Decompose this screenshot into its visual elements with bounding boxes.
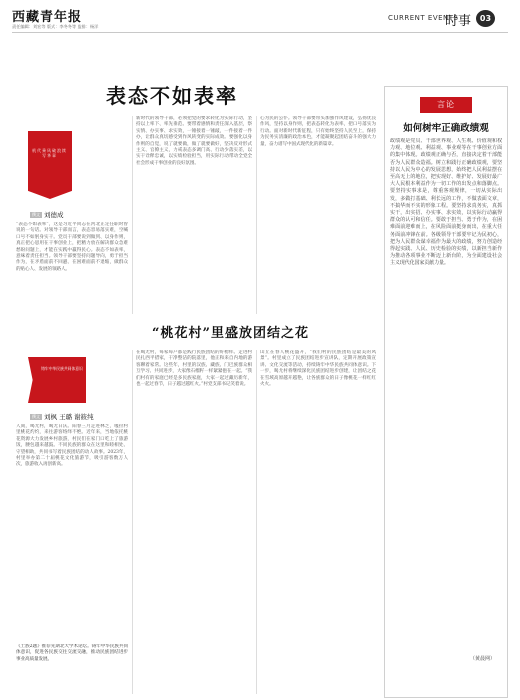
sidebar-title: 如何树牢正确政绩观 (403, 123, 489, 134)
article2-headline: “桃花村”里盛放团结之花 (152, 326, 309, 341)
article2-ribbon-text: 铸牢中华民族共同体意识 (41, 366, 83, 371)
article1-ribbon-banner (28, 131, 72, 199)
page-number-badge: 03 (476, 10, 495, 27)
article1-headline: 表态不如表率 (106, 84, 238, 108)
column-divider (256, 350, 257, 694)
article2-byline (30, 412, 94, 421)
section-label-cn: 时事 (445, 14, 472, 29)
newspaper-masthead: 西藏青年报 (12, 10, 83, 25)
article1-column-2: 新时代的领导干部，必须把党的要求转化为实际行动，坚持以上率下、率先垂范。要带着感情和责任深入基层，察实情、办实事、求实效，一锤接着一锤敲，一件接着一件办，让群众真切感受到作风转变的实际成效。要强化以身作则的自觉，说了就要做，做了就要做好，坚决反对形式主义、官僚主义，力戒表态多调门高、行动少落实差，以实干诠释忠诚，以实绩检验担当，用实际行动带动全党全社会形成干事创业的良好氛围。 (136, 116, 252, 166)
byline-badge: 撰文 (32, 414, 40, 419)
page-meta: 责任编辑：刘宏等 版式：李冬冬等 监排：杨洋 (12, 24, 99, 29)
article2-ribbon-banner (28, 357, 86, 403)
article1-column-3: 心为民的公仆。领导干部要带头加强作风建设，弘扬优良作风，坚持以身作则，把表态转化为表率，把口号落实为行动。面对新时代新征程，只有始终坚持人民至上，保持为民务实清廉的政治本色，才能凝聚起团结奋斗的强大力量，奋力谱写中国式现代化的新篇章。 (260, 116, 376, 147)
article1-column-1: “表态不如表率”，这是习近平同志在河北正定任职时曾说的一句话。对领导干部而言，表态容易落实难，空喊口号不如躬身实干。党员干部要说到做到、以身作则，真正把心思用在干事创业上，把精力放在解决群众急难愁盼问题上，才能在实践中赢得民心。表态不如表率，意味着责任担当。领导干部要坚持问题导向，勇于担当作为，在矛盾面前不回避、在困难面前不退缩，做群众的贴心人、发展的领路人。 (16, 222, 128, 272)
article1-ribbon-text: 机 代 乘 风 破 浪 续 写 华 章 (32, 148, 66, 158)
article2-column-3: 山丘在春人桃花盛开，“我们村的民族团结是最美的风景”。村里成立了民族团结进步宣讲队，定期开展政策宣讲、文化交流等活动，持续铸牢中华民族共同体意识。下一步，喝尤村将继续深化民族团结进步创建，让团结之花在雪域高原越开越艳，让各族群众的日子像桃花一样红红火火。 (260, 350, 376, 388)
article2-column-2: 在喝尤村，每家每户都是践行民族团结的好榜样。走进村民扎西平措家，干净整洁的院落里，他正和来自内地的游客聊着家常。这些年，村里的汉族、藏族、门巴族群众相互学习、共同进步，大家像石榴籽一样紧紧抱在一起。“我们村有的家庭已经是多民族家庭，大家一起过藏历新年，也一起过春节，日子越过越红火。”村党支部书记笑着说。 (136, 350, 252, 388)
article2-authors: 刘枫 王璐 谢筱纯 (44, 413, 94, 421)
column-divider (132, 116, 133, 314)
column-divider (132, 350, 133, 694)
section-label-en: CURRENT EVENTS (388, 14, 459, 22)
masthead-divider (12, 32, 508, 33)
article1-author: 刘德成 (44, 211, 64, 219)
column-divider (256, 116, 257, 314)
article2-note: 《土族2题》推荐先期北大学术论坛。铸牢中华民族共同体意识，促进各民族交往交流交融，推动民族团结进步事业高质量发展。 (16, 644, 128, 662)
sidebar-body: 政绩观是党员、干部世界观、人生观、价值观和权力观、地位观、利益观、事业观等在干事创业方面的集中体现。政绩观正确与否，直接决定着干部能否为人民群众造福。树立和践行正确政绩观，要坚持以人民为中心的发展思想，始终把人民利益摆在至高无上的地位，把实现好、维护好、发展好最广大人民根本利益作为一切工作的出发点和落脚点。要坚持实事求是，尊重客观规律，一切从实际出发，多做打基础、利长远的工作，不做表面文章，不搞华而不实的形象工程。要坚持求真务实，真抓实干，出实招、办实事、求实效，以实际行动赢得群众的认可和信任。要敢于担当、勇于作为，在困难面前迎难而上，在风险面前挺身而出，在重大任务面前冲锋在前。各级领导干部要牢记为民初心，把为人民群众谋幸福作为最大的政绩，努力创造经得起实践、人民、历史检验的实绩，以新担当新作为推动各项事业不断迈上新台阶，为全面建设社会主义现代化国家贡献力量。 (390, 138, 502, 267)
sidebar-tag: 言论 (420, 97, 472, 113)
sidebar-author: （黄晨网） (470, 656, 496, 662)
byline-badge: 撰文 (32, 212, 40, 217)
article1-byline (30, 210, 64, 219)
article2-column-1: 人间，喝尤村，喝尤日沃。阳春三月走进林芝，嘎拉村里桃花灼灼，来往游客络绎不绝。近年来，当地依托桃花资源大力发展乡村旅游，村民们在家门口吃上了旅游饭，腰包越来越鼓。不同民族的群众在这里和睦相处、守望相助，共同书写着民族团结的动人故事。2023年，村里举办第二十届桃花文化旅游节，吸引游客数万人次，旅游收入再创新高。 (16, 424, 128, 468)
